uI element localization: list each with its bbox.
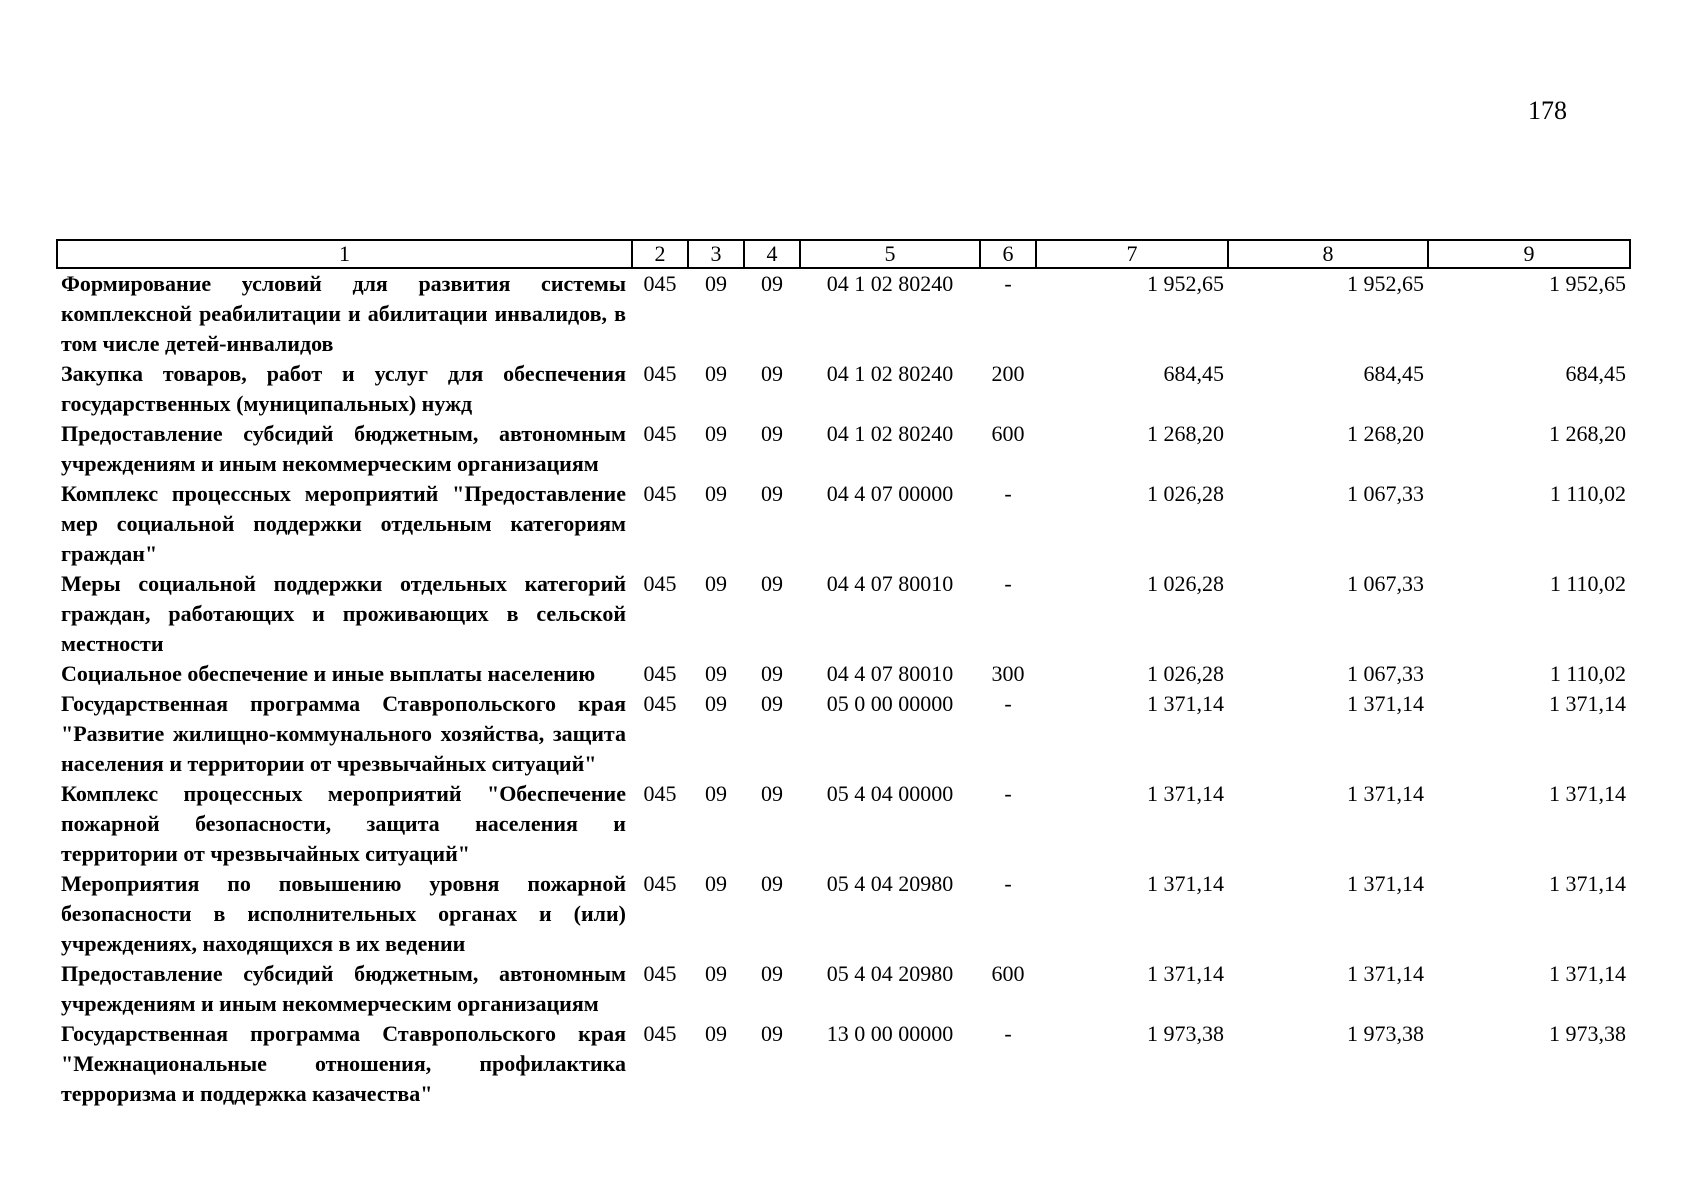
col-7-value: 1 371,14 (1147, 781, 1224, 806)
col-5-value: 04 1 02 80240 (826, 421, 954, 446)
table-row (57, 869, 1630, 959)
col-2-value: 045 (643, 571, 677, 596)
col-2-value: 045 (643, 1021, 677, 1046)
col-4-value: 09 (761, 691, 783, 716)
col-2-value: 045 (643, 481, 677, 506)
row-name: Меры социальной поддержки отдельных категорий граждан, работающих и проживающих в сельской местности (61, 571, 626, 656)
table-header (57, 240, 1630, 268)
col-3-value: 09 (705, 871, 727, 896)
col-9-value: 1 371,14 (1549, 871, 1626, 896)
col-7-value: 1 026,28 (1147, 571, 1224, 596)
col-6-value: 200 (991, 361, 1025, 386)
col-7-value: 684,45 (1163, 361, 1224, 386)
col-8-value: 1 371,14 (1347, 871, 1424, 896)
col-7-value: 1 026,28 (1147, 481, 1224, 506)
header-col-8: 8 (1228, 240, 1428, 268)
col-9-value: 1 110,02 (1549, 661, 1626, 686)
col-6-value: - (1004, 571, 1012, 596)
col-9-value: 1 371,14 (1549, 781, 1626, 806)
col-6-value: - (1004, 781, 1012, 806)
col-8-value: 1 973,38 (1347, 1021, 1424, 1046)
col-3-value: 09 (705, 661, 727, 686)
col-8-value: 1 371,14 (1347, 961, 1424, 986)
table-row (57, 479, 1630, 569)
col-8-value: 1 371,14 (1347, 691, 1424, 716)
col-9-value: 1 371,14 (1549, 691, 1626, 716)
col-2-value: 045 (643, 361, 677, 386)
row-name: Государственная программа Ставропольского края "Межнациональные отношения, профилактика терроризма и поддержка казачества" (61, 1021, 626, 1106)
col-5-value: 04 4 07 80010 (826, 661, 954, 686)
col-6-value: 600 (991, 961, 1025, 986)
col-3-value: 09 (705, 961, 727, 986)
col-5-value: 04 1 02 80240 (826, 361, 954, 386)
col-4-value: 09 (761, 961, 783, 986)
row-name: Закупка товаров, работ и услуг для обеспечения государственных (муниципальных) нужд (61, 361, 626, 416)
col-4-value: 09 (761, 361, 783, 386)
table-row (57, 1019, 1630, 1109)
col-3-value: 09 (705, 361, 727, 386)
col-7-value: 1 371,14 (1147, 961, 1224, 986)
col-8-value: 1 371,14 (1347, 781, 1424, 806)
col-4-value: 09 (761, 481, 783, 506)
col-5-value: 05 0 00 00000 (826, 691, 954, 716)
col-2-value: 045 (643, 961, 677, 986)
col-3-value: 09 (705, 271, 727, 296)
col-5-value: 04 4 07 80010 (826, 571, 954, 596)
col-8-value: 684,45 (1363, 361, 1424, 386)
table-row (57, 419, 1630, 479)
col-9-value: 1 110,02 (1549, 571, 1626, 596)
table-row (57, 359, 1630, 419)
row-name: Предоставление субсидий бюджетным, автономным учреждениям и иным некоммерческим организациям (61, 961, 626, 1016)
col-6-value: - (1004, 871, 1012, 896)
col-5-value: 05 4 04 20980 (826, 961, 954, 986)
header-col-2: 2 (632, 240, 688, 268)
col-3-value: 09 (705, 781, 727, 806)
col-3-value: 09 (705, 1021, 727, 1046)
table-row (57, 779, 1630, 869)
col-8-value: 1 952,65 (1347, 271, 1424, 296)
header-col-5: 5 (800, 240, 980, 268)
col-6-value: - (1004, 271, 1012, 296)
header-col-4: 4 (744, 240, 800, 268)
col-5-value: 04 4 07 00000 (826, 481, 954, 506)
table-row (57, 659, 1630, 689)
col-7-value: 1 973,38 (1147, 1021, 1224, 1046)
col-7-value: 1 371,14 (1147, 691, 1224, 716)
col-7-value: 1 371,14 (1147, 871, 1224, 896)
col-5-value: 05 4 04 20980 (826, 871, 954, 896)
col-9-value: 684,45 (1565, 361, 1626, 386)
col-6-value: - (1004, 481, 1012, 506)
col-2-value: 045 (643, 271, 677, 296)
col-8-value: 1 067,33 (1347, 481, 1424, 506)
col-5-value: 13 0 00 00000 (826, 1021, 954, 1046)
header-row (57, 240, 1630, 268)
col-3-value: 09 (705, 421, 727, 446)
table-row (57, 689, 1630, 779)
col-9-value: 1 952,65 (1549, 271, 1626, 296)
table-row (57, 959, 1630, 1019)
table-body (57, 268, 1630, 1109)
col-3-value: 09 (705, 691, 727, 716)
header-col-3: 3 (688, 240, 744, 268)
col-7-value: 1 952,65 (1147, 271, 1224, 296)
col-5-value: 04 1 02 80240 (826, 271, 954, 296)
col-2-value: 045 (643, 781, 677, 806)
col-6-value: - (1004, 691, 1012, 716)
col-7-value: 1 268,20 (1147, 421, 1224, 446)
col-9-value: 1 110,02 (1549, 481, 1626, 506)
col-8-value: 1 268,20 (1347, 421, 1424, 446)
col-6-value: 300 (991, 661, 1025, 686)
col-9-value: 1 371,14 (1549, 961, 1626, 986)
col-4-value: 09 (761, 781, 783, 806)
col-2-value: 045 (643, 691, 677, 716)
col-4-value: 09 (761, 871, 783, 896)
header-col-9: 9 (1428, 240, 1630, 268)
header-col-1: 1 (57, 240, 632, 268)
header-col-6: 6 (980, 240, 1036, 268)
col-3-value: 09 (705, 481, 727, 506)
row-name: Государственная программа Ставропольского края "Развитие жилищно-коммунального хозяйства, защита населения и территории от чрезвычайных ситуаций" (61, 691, 626, 776)
col-8-value: 1 067,33 (1347, 661, 1424, 686)
row-name: Формирование условий для развития системы комплексной реабилитации и абилитации инвалидов, в том числе детей-инвалидов (61, 271, 626, 356)
row-name: Мероприятия по повышению уровня пожарной безопасности в исполнительных органах и (или) учреждениях, находящихся в их ведении (61, 871, 626, 956)
budget-table (56, 239, 1631, 1109)
col-5-value: 05 4 04 00000 (826, 781, 954, 806)
row-name: Комплекс процессных мероприятий "Предоставление мер социальной поддержки отдельным категориям граждан" (61, 481, 626, 566)
col-3-value: 09 (705, 571, 727, 596)
col-2-value: 045 (643, 871, 677, 896)
table-row (57, 268, 1630, 359)
table-row (57, 569, 1630, 659)
col-4-value: 09 (761, 421, 783, 446)
row-name: Предоставление субсидий бюджетным, автономным учреждениям и иным некоммерческим организациям (61, 421, 626, 476)
col-7-value: 1 026,28 (1147, 661, 1224, 686)
col-9-value: 1 268,20 (1549, 421, 1626, 446)
col-8-value: 1 067,33 (1347, 571, 1424, 596)
col-9-value: 1 973,38 (1549, 1021, 1626, 1046)
page-number: 178 (1528, 96, 1567, 125)
row-name: Социальное обеспечение и иные выплаты населению (61, 661, 596, 686)
col-4-value: 09 (761, 1021, 783, 1046)
col-4-value: 09 (761, 571, 783, 596)
col-6-value: 600 (991, 421, 1025, 446)
col-2-value: 045 (643, 661, 677, 686)
row-name: Комплекс процессных мероприятий "Обеспечение пожарной безопасности, защита населения и территории от чрезвычайных ситуаций" (61, 781, 626, 866)
col-4-value: 09 (761, 661, 783, 686)
header-col-7: 7 (1036, 240, 1228, 268)
col-2-value: 045 (643, 421, 677, 446)
col-4-value: 09 (761, 271, 783, 296)
col-6-value: - (1004, 1021, 1012, 1046)
